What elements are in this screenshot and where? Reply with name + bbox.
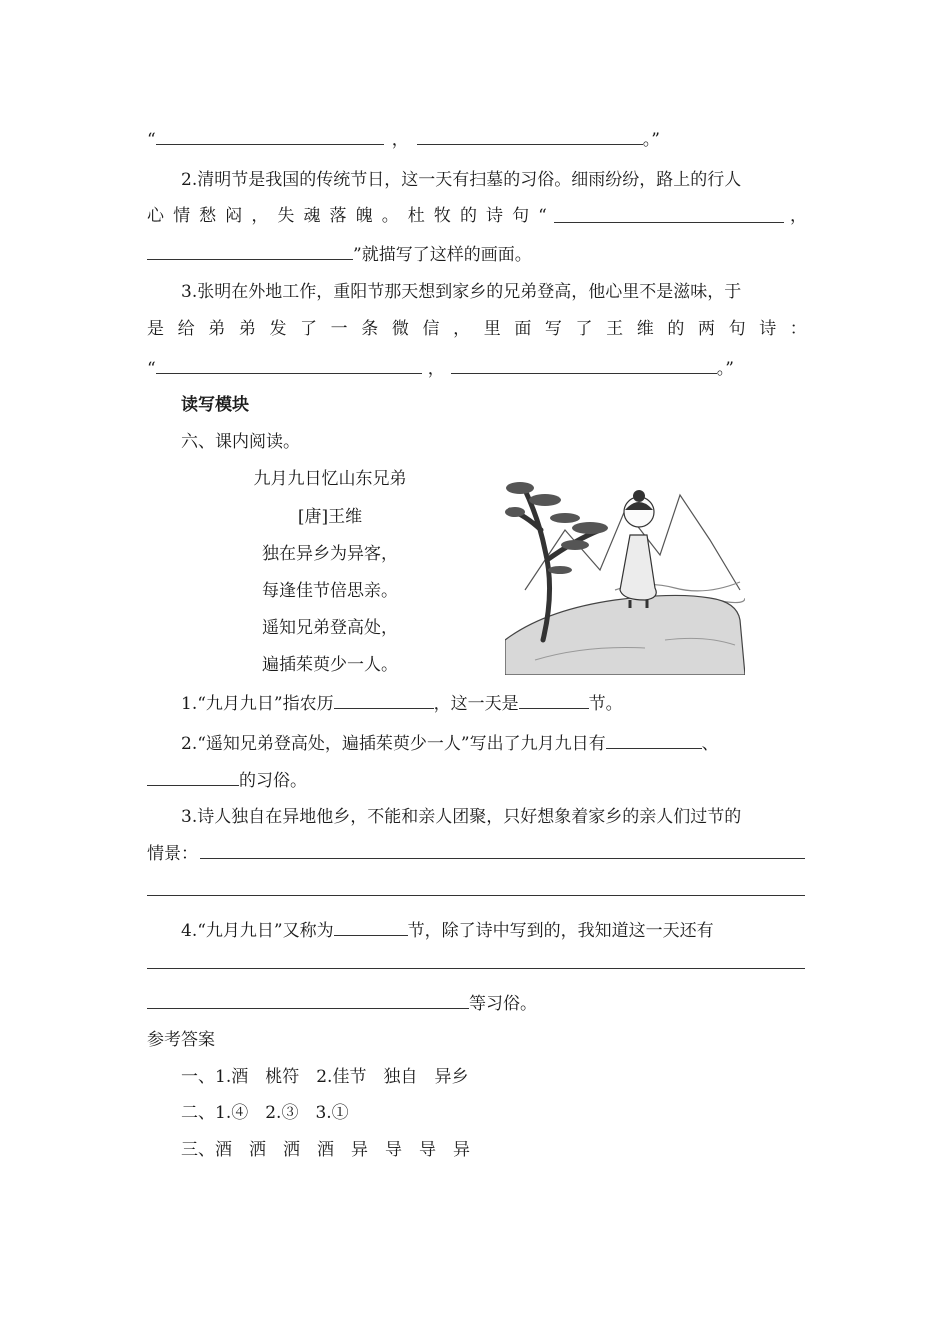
q3-line2	[147, 317, 807, 341]
s6-q2	[181, 730, 719, 756]
char: 牧	[433, 206, 451, 226]
answer-blank[interactable]	[147, 990, 469, 1009]
char: 的	[667, 319, 685, 339]
comma: ，	[427, 359, 445, 379]
poem-line: 独在异乡为异客，	[262, 544, 398, 564]
answer-blank[interactable]	[156, 126, 384, 145]
comma: ，	[391, 130, 409, 150]
s6-q3-line1: 3.诗人独自在异地他乡，不能和亲人团聚，只好想象着家乡的亲人们过节的	[181, 807, 742, 827]
char: 信	[422, 319, 440, 339]
char: 王	[606, 319, 624, 339]
char: 魂	[303, 206, 321, 226]
char: 弟	[238, 319, 256, 339]
char: 。	[381, 206, 399, 226]
char: 写	[544, 319, 562, 339]
answer-blank[interactable]	[334, 917, 408, 936]
answer-blank[interactable]	[334, 690, 434, 709]
comma: ，	[790, 206, 807, 226]
q2-line2-chars	[147, 204, 547, 228]
char: 句	[728, 319, 746, 339]
open-quote: “	[147, 130, 156, 150]
char: 闷	[225, 206, 243, 226]
s6-q3-label: 情景：	[147, 844, 198, 864]
q2-line3-tail: ”就描写了这样的画面。	[353, 245, 532, 265]
char: 诗	[759, 319, 777, 339]
q3-line3	[147, 355, 734, 381]
q3-line1: 3.张明在外地工作，重阳节那天想到家乡的兄弟登高，他心里不是滋味，于	[181, 282, 742, 302]
s6-q2-text: 的习俗。	[239, 771, 307, 791]
answers-title: 参考答案	[147, 1030, 215, 1050]
close-quote: 。”	[642, 130, 660, 150]
s6-q2-text: 、	[701, 734, 719, 754]
answer-line[interactable]	[200, 858, 805, 859]
answer-line-1: 一、1.酒 桃符 2.佳节 独自 异乡	[181, 1067, 469, 1087]
poem-line: 每逢佳节倍思亲。	[262, 581, 398, 601]
char: 发	[269, 319, 287, 339]
s6-q4-line3	[147, 990, 537, 1016]
char: 心	[147, 206, 164, 226]
char: 条	[361, 319, 379, 339]
poem-author: [唐]王维	[297, 507, 363, 527]
char: 句	[512, 206, 530, 226]
s6-q1	[181, 690, 623, 716]
char: ，	[453, 319, 471, 339]
s6-q4-text: 4.“九月九日”又称为	[181, 921, 334, 941]
answer-blank[interactable]	[417, 126, 643, 145]
answer-blank[interactable]	[147, 241, 353, 260]
char: 里	[483, 319, 501, 339]
s6-q1-text: 1.“九月九日”指农历	[181, 694, 334, 714]
char: 失	[277, 206, 295, 226]
answer-line[interactable]	[147, 968, 805, 969]
answer-blank[interactable]	[147, 767, 239, 786]
s6-q4	[181, 917, 714, 943]
poem-title: 九月九日忆山东兄弟	[253, 469, 407, 489]
char: 一	[330, 319, 348, 339]
answer-line-2: 二、1.④ 2.③ 3.①	[181, 1103, 349, 1123]
answer-line-3: 三、酒 洒 洒 酒 异 导 导 异	[181, 1140, 470, 1160]
char: 魄	[355, 206, 373, 226]
char: 维	[636, 319, 654, 339]
char: 给	[177, 319, 195, 339]
q1-answer-line	[147, 126, 660, 152]
char: 弟	[208, 319, 226, 339]
section6-heading: 六、课内阅读。	[181, 432, 300, 452]
char: ：	[789, 319, 807, 339]
char: ，	[251, 206, 269, 226]
poem-line: 遍插茱萸少一人。	[262, 655, 398, 675]
s6-q2-line2	[147, 767, 307, 793]
char: 了	[575, 319, 593, 339]
char: 的	[459, 206, 477, 226]
char: 杜	[407, 206, 425, 226]
poem-illustration	[505, 470, 745, 675]
answer-line[interactable]	[147, 895, 805, 896]
char: 诗	[486, 206, 504, 226]
q2-line2	[147, 204, 807, 228]
char: 愁	[199, 206, 217, 226]
char: 是	[147, 319, 164, 339]
answer-blank[interactable]	[451, 355, 717, 374]
char: 情	[173, 206, 191, 226]
char: 微	[391, 319, 409, 339]
answer-blank[interactable]	[519, 690, 589, 709]
q2-line3	[147, 241, 532, 267]
char: 了	[300, 319, 318, 339]
s6-q1-text: 节。	[588, 694, 623, 714]
answer-blank[interactable]	[554, 204, 784, 223]
close-quote: 。”	[716, 359, 734, 379]
s6-q1-text: ，这一天是	[433, 694, 519, 714]
module-title: 读写模块	[181, 395, 249, 415]
open-quote: “	[147, 359, 156, 379]
char: 两	[697, 319, 715, 339]
s6-q4-tail: 等习俗。	[469, 994, 537, 1014]
char: 落	[329, 206, 347, 226]
poem-line: 遥知兄弟登高处，	[262, 618, 398, 638]
char: 面	[514, 319, 532, 339]
answer-blank[interactable]	[606, 730, 702, 749]
s6-q2-text: 2.“遥知兄弟登高处，遍插茱萸少一人”写出了九月九日有	[181, 734, 606, 754]
answer-blank[interactable]	[156, 355, 422, 374]
q2-line1: 2.清明节是我国的传统节日，这一天有扫墓的习俗。细雨纷纷，路上的行人	[181, 170, 742, 190]
char: “	[538, 206, 547, 226]
s6-q4-text: 节，除了诗中写到的，我知道这一天还有	[407, 921, 714, 941]
